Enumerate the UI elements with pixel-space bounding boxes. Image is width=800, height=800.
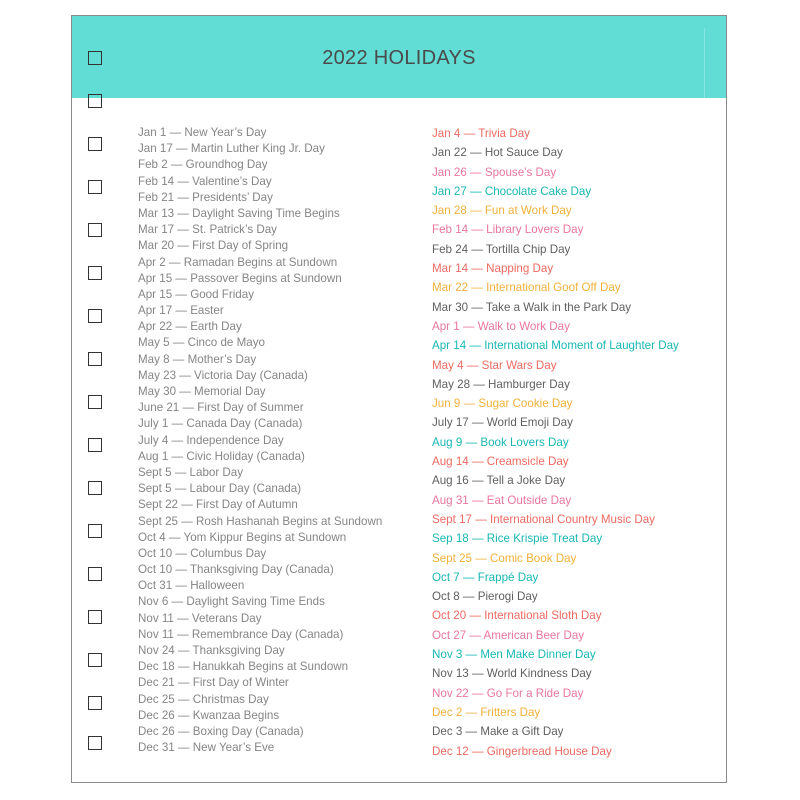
fun-holiday-item: Feb 14 — Library Lovers Day xyxy=(432,223,584,237)
holiday-item: Dec 18 — Hanukkah Begins at Sundown xyxy=(138,660,349,674)
major-holidays-list xyxy=(138,125,382,756)
checkbox-14[interactable] xyxy=(88,610,102,624)
checkbox-8[interactable] xyxy=(88,352,102,366)
fun-holiday-item: Aug 16 — Tell a Joke Day xyxy=(432,474,566,488)
fun-holiday-item: Dec 12 — Gingerbread House Day xyxy=(432,744,612,758)
checkbox-10[interactable] xyxy=(88,438,102,452)
holiday-item: Oct 10 — Columbus Day xyxy=(138,546,267,560)
holiday-item: July 4 — Independence Day xyxy=(138,433,284,447)
holiday-item: Feb 21 — Presidents’ Day xyxy=(138,190,273,204)
header-banner xyxy=(72,16,726,98)
fun-holiday-item: Aug 9 — Book Lovers Day xyxy=(432,435,569,449)
fun-holiday-item: Feb 24 — Tortilla Chip Day xyxy=(432,242,571,256)
fun-holiday-item: Sept 25 — Comic Book Day xyxy=(432,551,577,565)
fun-holiday-item: Jan 28 — Fun at Work Day xyxy=(432,204,572,218)
holiday-item: Jan 17 — Martin Luther King Jr. Day xyxy=(138,142,325,156)
checkbox-6[interactable] xyxy=(88,266,102,280)
holiday-item: Oct 10 — Thanksgiving Day (Canada) xyxy=(138,563,334,577)
checkbox-9[interactable] xyxy=(88,395,102,409)
holiday-item: Dec 31 — New Year’s Eve xyxy=(138,741,275,755)
fun-holiday-item: Sept 17 — International Country Music Day xyxy=(432,512,655,526)
holiday-item: Nov 11 — Veterans Day xyxy=(138,611,262,625)
fun-holiday-item: Mar 14 — Napping Day xyxy=(432,262,554,276)
holiday-item: Apr 22 — Earth Day xyxy=(138,320,242,334)
holiday-item: Nov 6 — Daylight Saving Time Ends xyxy=(138,595,325,609)
holiday-item: Jan 1 — New Year’s Day xyxy=(138,126,267,139)
holiday-item: May 30 — Memorial Day xyxy=(138,385,266,398)
fun-holiday-item: Aug 14 — Creamsicle Day xyxy=(432,455,569,469)
holiday-item: Oct 31 — Halloween xyxy=(138,579,245,593)
fun-holidays-list xyxy=(432,124,679,761)
fun-holiday-item: Jan 27 — Chocolate Cake Day xyxy=(432,184,592,198)
holiday-item: Oct 4 — Yom Kippur Begins at Sundown xyxy=(138,530,347,544)
holiday-item: May 23 — Victoria Day (Canada) xyxy=(138,368,308,382)
fun-holiday-item: Oct 20 — International Sloth Day xyxy=(432,609,602,623)
fun-holiday-item: May 28 — Hamburger Day xyxy=(432,377,570,391)
checkbox-16[interactable] xyxy=(88,696,102,710)
checkbox-12[interactable] xyxy=(88,524,102,538)
holiday-item: Feb 2 — Groundhog Day xyxy=(138,158,268,172)
holiday-item: Sept 22 — First Day of Autumn xyxy=(138,498,298,512)
checkbox-15[interactable] xyxy=(88,653,102,667)
fun-holiday-item: Apr 1 — Walk to Work Day xyxy=(432,319,570,333)
holiday-item: May 5 — Cinco de Mayo xyxy=(138,336,265,350)
page-title: 2022 HOLIDAYS xyxy=(322,47,476,69)
fun-holiday-item: Oct 27 — American Beer Day xyxy=(432,628,585,642)
fun-holiday-item: Aug 31 — Eat Outside Day xyxy=(432,493,572,507)
fun-holiday-item: Nov 22 — Go For a Ride Day xyxy=(432,686,584,700)
fun-holiday-item: Dec 3 — Make a Gift Day xyxy=(432,725,564,739)
fun-holiday-item: Nov 13 — World Kindness Day xyxy=(432,667,592,681)
holiday-item: Aug 1 — Civic Holiday (Canada) xyxy=(138,449,305,463)
fun-holiday-item: Sep 18 — Rice Krispie Treat Day xyxy=(432,532,603,546)
holiday-item: Apr 17 — Easter xyxy=(138,304,224,318)
holiday-item: Sept 5 — Labor Day xyxy=(138,465,244,479)
fun-holiday-item: Mar 30 — Take a Walk in the Park Day xyxy=(432,300,632,314)
holiday-item: Mar 20 — First Day of Spring xyxy=(138,239,289,253)
holiday-item: Dec 21 — First Day of Winter xyxy=(138,676,289,690)
holiday-item: Apr 15 — Good Friday xyxy=(138,287,254,301)
holiday-item: Sept 5 — Labour Day (Canada) xyxy=(138,482,302,496)
holiday-item: Dec 25 — Christmas Day xyxy=(138,692,269,706)
fun-holiday-item: Oct 8 — Pierogi Day xyxy=(432,590,538,604)
holiday-item: May 8 — Mother’s Day xyxy=(138,352,257,366)
checkbox-3[interactable] xyxy=(88,137,102,151)
fun-holiday-item: Jan 4 — Trivia Day xyxy=(432,127,530,140)
fun-holiday-item: July 17 — World Emoji Day xyxy=(432,416,573,430)
holiday-item: Nov 11 — Remembrance Day (Canada) xyxy=(138,627,344,641)
fun-holiday-item: Mar 22 — International Goof Off Day xyxy=(432,281,621,295)
holiday-item: Dec 26 — Boxing Day (Canada) xyxy=(138,724,304,738)
holiday-item: June 21 — First Day of Summer xyxy=(138,401,304,415)
fun-holiday-item: Apr 14 — International Moment of Laughter Day xyxy=(432,339,679,353)
fun-holiday-item: Jan 26 — Spouse’s Day xyxy=(432,165,557,179)
holiday-item: Nov 24 — Thanksgiving Day xyxy=(138,644,285,657)
holiday-item: Apr 15 — Passover Begins at Sundown xyxy=(138,271,342,285)
checkbox-4[interactable] xyxy=(88,180,102,194)
holiday-item: Mar 13 — Daylight Saving Time Begins xyxy=(138,206,340,220)
checkbox-5[interactable] xyxy=(88,223,102,237)
fun-holiday-item: Oct 7 — Frappé Day xyxy=(432,570,539,584)
fun-holiday-item: May 4 — Star Wars Day xyxy=(432,358,557,372)
checkbox-17[interactable] xyxy=(88,736,102,750)
checkbox-11[interactable] xyxy=(88,481,102,495)
checkbox-7[interactable] xyxy=(88,309,102,323)
fun-holiday-item: Jan 22 — Hot Sauce Day xyxy=(432,146,563,160)
holiday-item: Apr 2 — Ramadan Begins at Sundown xyxy=(138,255,338,269)
holiday-item: Sept 25 — Rosh Hashanah Begins at Sundown xyxy=(138,514,383,528)
holiday-item: July 1 — Canada Day (Canada) xyxy=(138,417,303,431)
checkbox-2[interactable] xyxy=(88,94,102,108)
fun-holiday-item: Jun 9 — Sugar Cookie Day xyxy=(432,397,573,411)
holiday-page xyxy=(71,15,727,783)
checkbox-1[interactable] xyxy=(88,51,102,65)
fun-holiday-item: Nov 3 — Men Make Dinner Day xyxy=(432,648,596,662)
holiday-item: Mar 17 — St. Patrick’s Day xyxy=(138,223,277,237)
fun-holiday-item: Dec 2 — Fritters Day xyxy=(432,705,541,719)
checkbox-13[interactable] xyxy=(88,567,102,581)
holiday-item: Feb 14 — Valentine’s Day xyxy=(138,174,272,188)
holiday-item: Dec 26 — Kwanzaa Begins xyxy=(138,708,280,722)
